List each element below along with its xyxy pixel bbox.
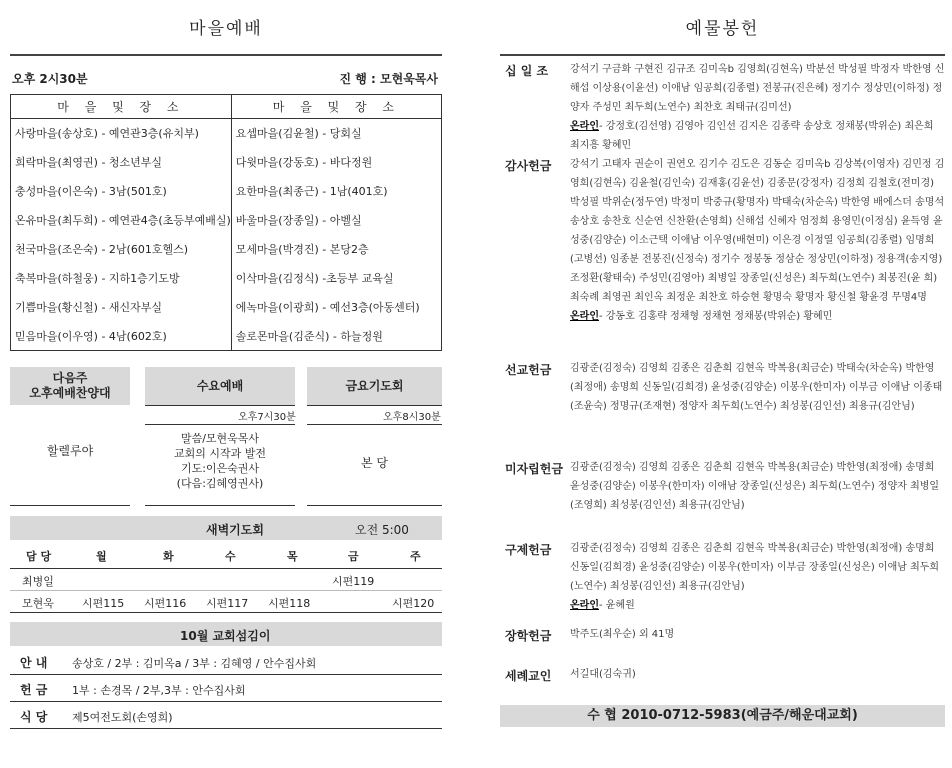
dawn-row2-tue: 시편116	[144, 597, 187, 610]
guide-text: 송상호 / 2부 : 김미옥a / 3부 : 김혜영 / 안수집사회	[72, 657, 317, 670]
tithe-online-label: 온라인	[570, 121, 599, 132]
group-cell: 축복마을(하철웅) - 지하1층기도방	[11, 264, 232, 293]
next-prayer-line: (다음:김혜영권사)	[176, 477, 264, 490]
group-cell: 요셉마을(김윤철) - 당회실	[235, 127, 362, 141]
october-servants-label: 10월 교회섬김이	[180, 629, 271, 643]
friday-place: 본 당	[361, 456, 388, 470]
divider	[307, 405, 442, 406]
divider	[145, 424, 295, 425]
mission-names: 김광준(김정숙) 김영희 김종은 김춘희 김현옥 박복용(최금순) 박태숙(차순옥) 박한영(최정애) 송명희 신동일(김희경) 윤성중(김양순) 이봉우(한미자) 이부금 이애남 이종태(조윤숙) 정명규(조재현) 정양자 최두희(노연수) 최성봉(김인선) 최용규(김안님)	[570, 363, 943, 412]
group-cell: 믿음마을(이우영) - 4남(602호)	[11, 322, 232, 351]
divider	[307, 505, 442, 506]
baptized-label: 세례교인	[505, 669, 552, 683]
dawn-prayer-time: 오전 5:00	[355, 523, 409, 537]
thanks-names-block	[570, 155, 945, 326]
relief-names: 김광준(김정숙) 김영희 김종은 김춘희 김현옥 박복용(최금순) 박한영(최정애) 송명희 신동일(김희경) 윤성중(김양순) 이봉우(한미자) 이부금 장종일(신성은) 이애남 최두희(노연수) 최성봉(김인선) 최용규(김안님)	[570, 543, 940, 592]
divider	[145, 405, 295, 406]
table-header-row	[11, 95, 442, 119]
scholarship-names: 박주도(최우순) 외 41명	[570, 629, 675, 640]
friday-time: 오후8시30분	[383, 412, 441, 423]
dawn-row2-wed: 시편117	[206, 597, 249, 610]
divider	[10, 505, 130, 506]
group-cell: 천국마을(조은숙) - 2남(601호헬스)	[11, 235, 232, 264]
village-groups-table	[10, 94, 442, 351]
offering-label: 헌 금	[20, 683, 48, 697]
dawn-header-tue: 화	[163, 550, 174, 563]
offerings-title: 예물봉헌	[685, 19, 760, 39]
divider	[10, 612, 442, 613]
relief-label: 구제헌금	[505, 543, 552, 557]
table-row	[11, 148, 442, 177]
relief-names-block	[570, 539, 945, 615]
prayer-line: 기도:이은숙권사	[180, 462, 260, 475]
wednesday-service-header: 수요예배	[145, 367, 295, 405]
table-row	[11, 322, 442, 351]
tithe-online-names: - 강정호(김선영) 김영아 김인선 김지은 김종략 송상호 정채봉(박위순) 최은희 최지흥 황혜민	[570, 121, 934, 151]
divider	[145, 505, 295, 506]
dawn-header-thu: 목	[287, 550, 298, 563]
thanks-online-names: - 강동호 김홍략 정채형 정채현 정채봉(박위순) 황혜민	[598, 311, 833, 322]
group-cell: 기쁨마을(황신철) - 새신자부실	[11, 293, 232, 322]
choir-name: 할렐루야	[46, 444, 94, 458]
october-servants-bar	[10, 622, 442, 646]
relief-online-names: - 윤혜원	[598, 600, 635, 611]
scholarship-label: 장학헌금	[505, 629, 552, 643]
thanks-names: 강석기 고태자 권순이 권연오 김기수 김도은 김동순 김미옥b 김상복(이영자) 김민정 김영희(김현옥) 김윤철(김인숙) 김재홍(김윤선) 김종문(강정자) 김정희 김철호(전미경) 박성필 박위순(정두연) 박정미 박중규(황명자) 박태숙(차순옥) 박한영 배에스더 송명석 송상호 송찬호 신순연 신찬환(손영희) 신해섭 신혜자 엄정희 용영민(이정심) 윤득영 윤성중(김양순) 이소근택 이애남 이우영(배현미) 이은경 이정열 임공희(김종렬) 임명희(고병선) 임종분 전봉진(신정숙) 정기수 정봉동 정삼순 정상민(이하정) 정용객(송지영) 조정환(황태숙) 주성민(김영아) 최병일 장종일(신성은) 최두희(노연수) 최봉진(윤 희) 최숙례 최영권 최인옥 최정운 최찬호 하승현 황명숙 황명자 황신철 황윤경 무명4명	[570, 159, 945, 303]
offering-text: 1부 : 손경목 / 2부,3부 : 안수집사회	[72, 684, 246, 697]
divider	[307, 424, 442, 425]
cafeteria-label: 식 당	[20, 710, 48, 724]
group-cell: 이삭마을(김정식) -초등부 교육실	[235, 272, 394, 285]
wednesday-detail	[145, 431, 295, 491]
mission-label: 선교헌금	[505, 363, 552, 377]
thanks-online-label: 온라인	[570, 311, 599, 322]
dawn-row1-fri: 시편119	[332, 575, 375, 588]
table-row	[11, 293, 442, 322]
tithe-names-block	[570, 60, 945, 155]
table-header-right: 마 을 및 장 소	[231, 95, 441, 119]
group-cell: 온유마을(최두희) - 예연관4층(초등부예배실)	[11, 206, 232, 235]
divider	[10, 590, 442, 591]
thanks-label: 감사헌금	[505, 159, 552, 173]
divider	[10, 568, 442, 569]
table-row	[11, 235, 442, 264]
cafeteria-text: 제5여전도회(손영희)	[72, 711, 173, 724]
group-cell: 에녹마을(이광희) - 예선3층(아동센터)	[235, 301, 420, 314]
group-cell: 모세마을(박경진) - 본당2층	[235, 243, 369, 256]
dawn-prayer-label: 새벽기도회	[206, 523, 264, 537]
divider	[10, 701, 442, 702]
dawn-header-sun: 주	[410, 550, 421, 563]
dawn-header-mon: 월	[96, 550, 107, 563]
dawn-row2-name: 모현욱	[22, 597, 54, 610]
dawn-header-fri: 금	[348, 550, 359, 563]
guide-label: 안 내	[20, 656, 48, 670]
service-time: 오후 2시30분	[12, 72, 88, 86]
group-cell: 바울마을(장종일) - 아벨실	[235, 214, 362, 227]
sermon-title: 교회의 시작과 발전	[173, 447, 266, 460]
divider	[10, 728, 442, 729]
village-worship-title: 마을예배	[189, 19, 263, 39]
sermon-line: 말씀/모현욱목사	[180, 432, 260, 445]
table-row	[11, 177, 442, 206]
group-cell: 솔로몬마을(김준식) - 하늘정원	[235, 329, 383, 343]
bank-account-bar: 수 협 2010-0712-5983(예금주/해운대교회)	[500, 705, 945, 727]
dawn-row2-sun: 시편120	[392, 597, 435, 610]
dawn-row2-mon: 시편115	[82, 597, 125, 610]
dawn-header-wed: 수	[225, 550, 236, 563]
table-row	[11, 119, 442, 148]
title-divider	[10, 54, 442, 56]
table-row	[11, 264, 442, 293]
relief-online-label: 온라인	[570, 600, 599, 611]
table-header-left: 마 을 및 장 소	[11, 95, 232, 119]
group-cell: 요한마을(최종근) - 1남(401호)	[235, 185, 388, 198]
next-week-choir-header: 다음주 오후예배찬양대	[10, 367, 130, 405]
title-divider	[500, 54, 945, 56]
table-row	[11, 206, 442, 235]
wednesday-time: 오후7시30분	[238, 412, 296, 423]
group-cell: 충성마을(이은숙) - 3남(501호)	[11, 177, 232, 206]
tithe-label: 십 일 조	[505, 64, 549, 78]
group-cell: 다윗마을(강동호) - 바다정원	[235, 156, 373, 169]
self-support-label: 미자립헌금	[505, 462, 563, 476]
baptized-names: 서길대(김숙귀)	[570, 669, 636, 680]
divider	[10, 674, 442, 675]
dawn-header-person: 담 당	[26, 550, 52, 563]
dawn-row2-thu: 시편118	[268, 597, 311, 610]
tithe-names: 강석기 구금화 구현진 김규조 김미옥b 김영희(김현옥) 박분선 박성필 박정자 박한영 신해섭 이상용(이윤선) 이애남 임공희(김종렬) 전봉규(진은혜) 정기수 정상민(이하정) 정양자 주성민 최두희(노연수) 최찬호 최태규(김미선)	[570, 64, 945, 113]
service-leader: 진 행 : 모현욱목사	[339, 72, 438, 86]
self-support-names: 김광준(김정숙) 김영희 김종은 김춘희 김현옥 박복용(최금순) 박한영(최정애) 송명희 윤성중(김양순) 이봉우(한미자) 이애남 장종일(신성은) 최두희(노연수) 정양자 최병일(조영희) 최성봉(김인선) 최용규(김안님)	[570, 462, 940, 511]
group-cell: 희락마을(최영권) - 청소년부실	[11, 148, 232, 177]
dawn-row1-name: 최병일	[22, 575, 54, 588]
group-cell: 사랑마을(송상호) - 예연관3층(유치부)	[11, 119, 232, 148]
dawn-prayer-bar	[10, 516, 442, 540]
friday-prayer-header: 금요기도회	[307, 367, 442, 405]
